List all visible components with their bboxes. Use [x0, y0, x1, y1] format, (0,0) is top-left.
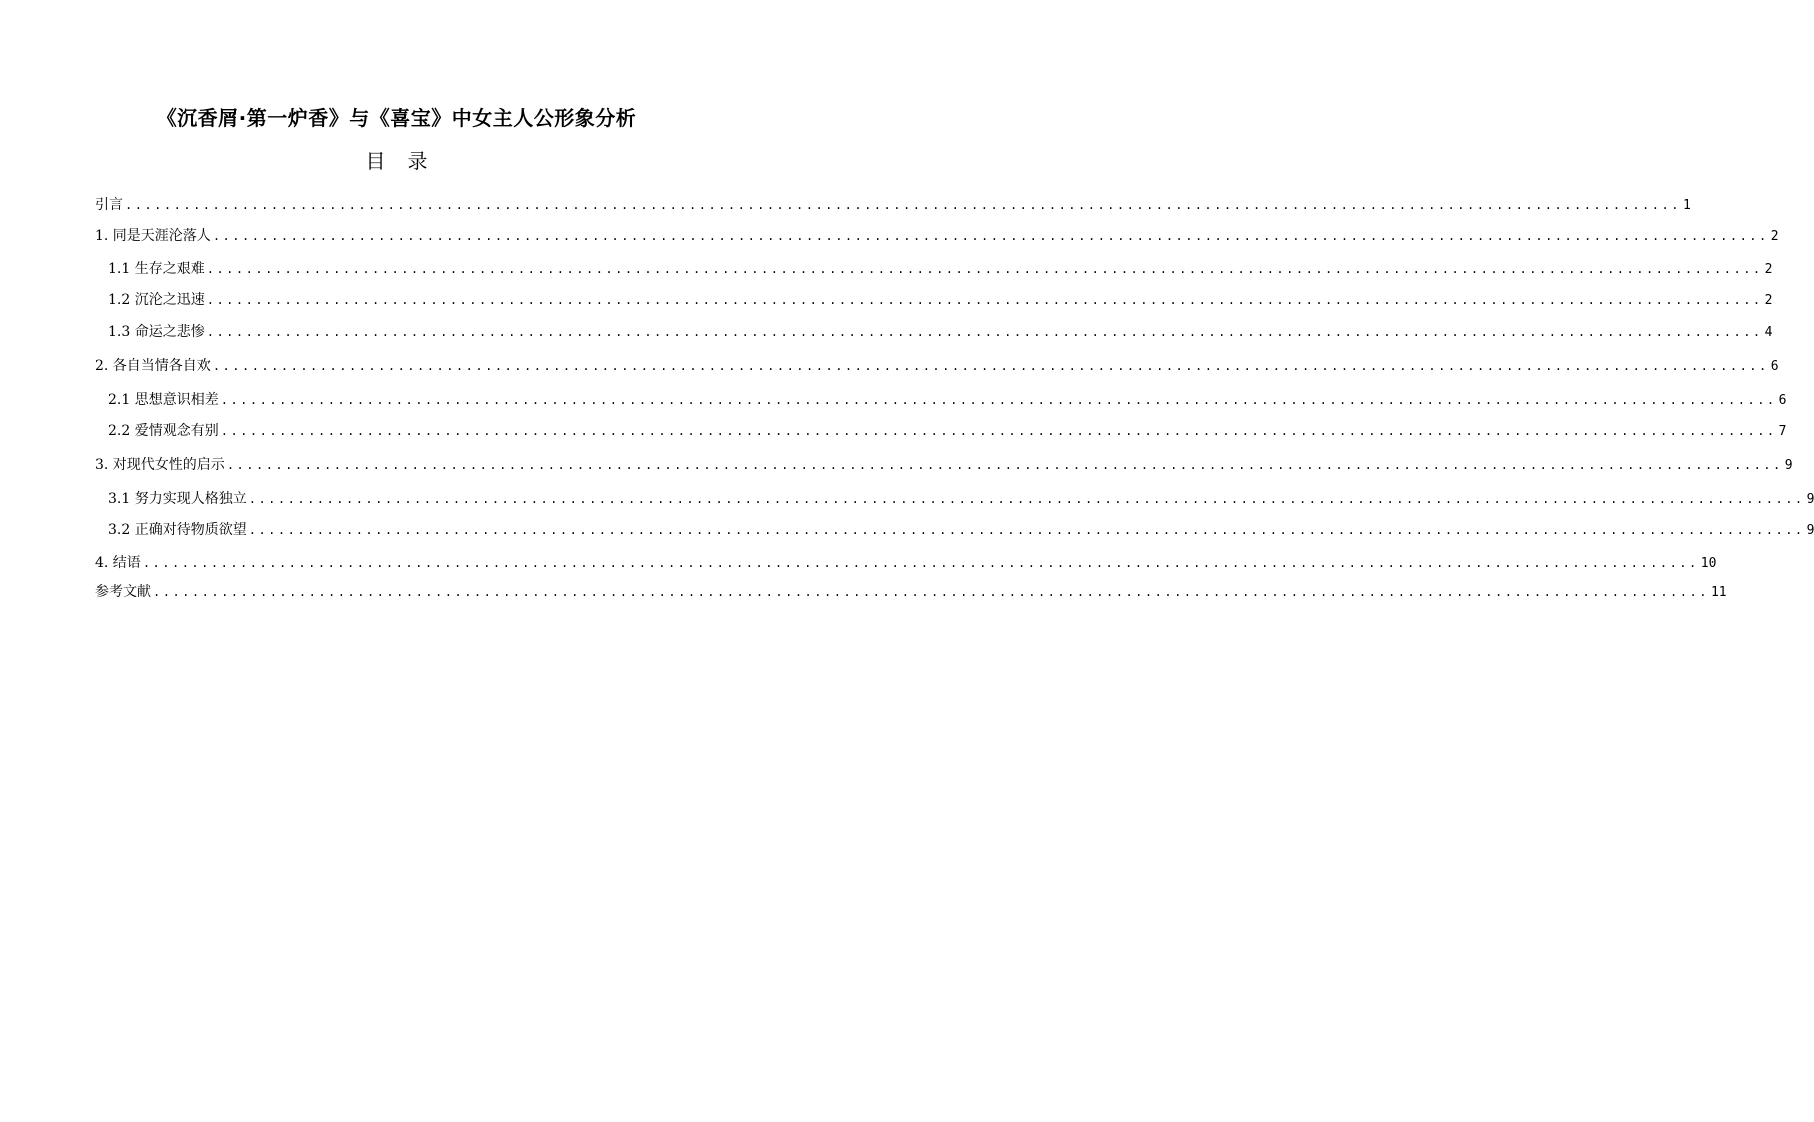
toc-entry-page: 2	[1764, 262, 1773, 277]
toc-heading	[0, 147, 793, 175]
toc-leader-dots: ................................................................................................................................................................	[212, 359, 1769, 373]
toc-entry[interactable]	[108, 321, 1773, 343]
document-title: 《沉香屑·第一炉香》与《喜宝》中女主人公形象分析	[156, 106, 637, 130]
toc-leader-dots: ................................................................................................................................................................	[248, 523, 1805, 537]
toc-entry[interactable]	[95, 454, 1793, 476]
toc-entry-label: 3. 对现代女性的启示	[95, 457, 225, 473]
toc-entry-label: 2. 各自当情各自欢	[95, 358, 211, 374]
toc-leader-dots: ................................................................................................................................................................	[212, 229, 1769, 243]
toc-entry-page: 2	[1764, 293, 1773, 308]
toc-entry-page: 4	[1764, 325, 1773, 340]
toc-entry-label: 2.2 爱情观念有别	[108, 423, 219, 439]
toc-leader-dots: ................................................................................................................................................................	[153, 585, 1709, 599]
toc-leader-dots: ................................................................................................................................................................	[142, 556, 1699, 570]
toc-heading-char-1: 目	[365, 149, 386, 173]
toc-entry-label: 引言	[95, 197, 123, 213]
toc-entry[interactable]	[95, 552, 1717, 574]
toc-entry[interactable]	[108, 289, 1773, 311]
toc-leader-dots: ................................................................................................................................................................	[206, 262, 1763, 276]
toc-leader-dots: ................................................................................................................................................................	[226, 458, 1783, 472]
toc-entry-page: 1	[1682, 198, 1691, 213]
toc-entry[interactable]	[108, 258, 1773, 280]
toc-leader-dots: ................................................................................................................................................................	[125, 198, 1681, 212]
toc-entry-label: 参考文献	[95, 584, 151, 600]
toc-entry-page: 2	[1770, 229, 1779, 244]
toc-entry-page: 6	[1778, 393, 1787, 408]
toc-entry[interactable]	[108, 420, 1787, 442]
toc-entry-page: 9	[1806, 523, 1814, 538]
toc-entry[interactable]	[108, 389, 1787, 411]
toc-leader-dots: ................................................................................................................................................................	[220, 424, 1777, 438]
toc-entry-page: 11	[1710, 585, 1727, 600]
toc-entry[interactable]	[95, 355, 1779, 377]
toc-entry-page: 9	[1806, 492, 1814, 507]
toc-entry[interactable]	[95, 581, 1727, 603]
toc-entry-label: 3.1 努力实现人格独立	[108, 491, 247, 507]
toc-entry-label: 2.1 思想意识相差	[108, 392, 219, 408]
toc-entry-label: 3.2 正确对待物质欲望	[108, 522, 247, 538]
toc-entry-page: 6	[1770, 359, 1779, 374]
toc-heading-char-2: 录	[407, 149, 428, 173]
toc-entry-page: 7	[1778, 424, 1787, 439]
toc-entry-page: 9	[1784, 458, 1793, 473]
toc-entry-page: 10	[1700, 556, 1717, 571]
toc-entry-label: 1.3 命运之悲惨	[108, 324, 205, 340]
toc-entry-label: 1. 同是天涯沦落人	[95, 228, 211, 244]
toc-entry-label: 1.1 生存之艰难	[108, 261, 205, 277]
toc-entry-label: 1.2 沉沦之迅速	[108, 292, 205, 308]
toc-entry[interactable]	[108, 519, 1814, 541]
toc-leader-dots: ................................................................................................................................................................	[248, 492, 1805, 506]
toc-leader-dots: ................................................................................................................................................................	[220, 393, 1777, 407]
toc-leader-dots: ................................................................................................................................................................	[206, 325, 1763, 339]
toc-entry[interactable]	[95, 225, 1779, 247]
toc-entry[interactable]	[95, 194, 1691, 216]
toc-entry-label: 4. 结语	[95, 555, 141, 571]
toc-entry[interactable]	[108, 488, 1814, 510]
toc-leader-dots: ................................................................................................................................................................	[206, 293, 1763, 307]
